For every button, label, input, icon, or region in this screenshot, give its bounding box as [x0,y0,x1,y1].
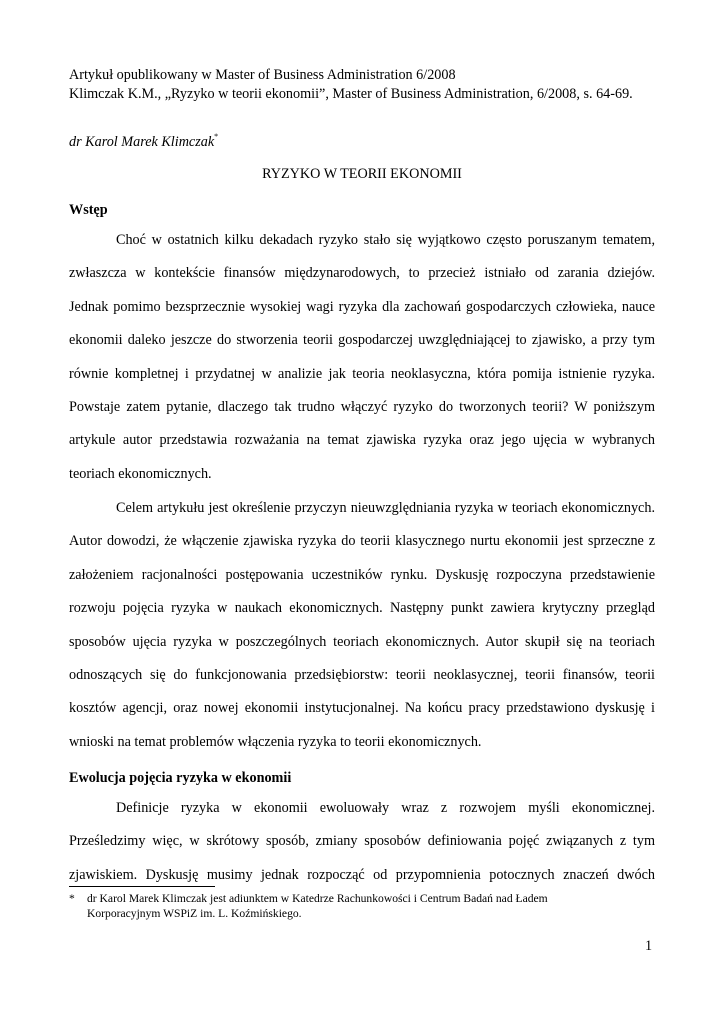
footnote [69,892,548,921]
footnote-line: dr Karol Marek Klimczak jest adiunktem w Katedrze Rachunkowości i Centrum Badań nad Ładem [87,892,548,905]
article-title: RYZYKO W TEORII EKONOMII [262,166,462,182]
paragraph-intro-2 [69,500,655,767]
text-line: Prześledzimy więc, w skrótowy sposób, zmiany sposobów definiowania pojęć związanych z tym [69,833,655,850]
section-heading-evolution: Ewolucja pojęcia ryzyka w ekonomii [69,770,292,786]
text-line: Jednak pomimo bezsprzecznie wysokiej wagi ryzyka dla zachowań gospodarczych człowieka, nauce [69,298,655,315]
text-line: założeniem racjonalności postępowania uczestników rynku. Dyskusję rozpoczyna przedstawienie [69,566,655,583]
author-name-block [69,134,218,151]
citation-line: Klimczak K.M., „Ryzyko w teorii ekonomii”, Master of Business Administration, 6/2008, s. 64-69. [69,86,633,102]
text-line: teoriach ekonomicznych. [69,465,212,482]
paragraph-intro-1 [69,232,655,499]
text-line: Definicje ryzyka w ekonomii ewoluowały wraz z rozwojem myśli ekonomicznej. [116,800,655,816]
text-line: Celem artykułu jest określenie przyczyn nieuwzględniania ryzyka w teoriach ekonomicznych. [116,500,655,516]
text-line: odnoszących się do funkcjonowania przedsiębiorstw: teorii neoklasycznej, teorii finansów, teorii [69,666,655,683]
page-number: 1 [645,938,653,954]
text-line: zwłaszcza w kontekście finansów międzynarodowych, to przecież istniało od zarania dziejów. [69,265,655,282]
author-footnote-marker: * [214,132,219,141]
text-line: Choć w ostatnich kilku dekadach ryzyko stało się wyjątkowo często poruszanym tematem, [116,232,655,248]
text-line: rozwoju pojęcia ryzyka w naukach ekonomicznych. Następny punkt zawiera krytyczny przegląd [69,600,655,617]
text-line: równie kompletnej i przydatnej w analizie jak teoria neoklasyczna, która pomija istnienie ryzyka. [69,365,655,382]
text-line: ekonomii daleko jeszcze do stworzenia teorii gospodarczej uwzględniającej to zjawisko, a przy tym [69,332,655,349]
footnote-line: Korporacyjnym WSPiZ im. L. Koźmińskiego. [87,906,302,920]
text-line: zjawiskiem. Dyskusję musimy jednak rozpocząć od przypomnienia potocznych znaczeń dwóch [69,866,655,883]
text-line: wnioski na temat problemów włączenia ryzyka to teorii ekonomicznych. [69,733,482,750]
author-name: dr Karol Marek Klimczak [69,134,215,150]
text-line: Powstaje zatem pytanie, dlaczego tak trudno włączyć ryzyko do tworzonych teorii? W poniższym [69,398,655,415]
publication-note: Artykuł opublikowany w Master of Business Administration 6/2008 [69,67,456,83]
text-line: Autor dowodzi, że włączenie zjawiska ryzyka do teorii klasycznego nurtu ekonomii jest sprzeczne z [69,533,655,550]
text-line: kosztów agencji, oraz nowej ekonomii instytucjonalnej. Na końcu pracy przedstawiono dyskusję i [69,700,655,717]
text-line: artykule autor przedstawia rozważania na temat zjawiska ryzyka oraz jego ujęcia w wybranych [69,432,655,449]
section-heading-intro: Wstęp [69,202,108,218]
text-line: sposobów ujęcia ryzyka w poszczególnych teoriach ekonomicznych. Autor skupił się na teoriach [69,633,655,650]
footnote-marker: * [69,892,75,905]
footnote-separator [69,886,215,887]
publication-header [69,66,633,104]
